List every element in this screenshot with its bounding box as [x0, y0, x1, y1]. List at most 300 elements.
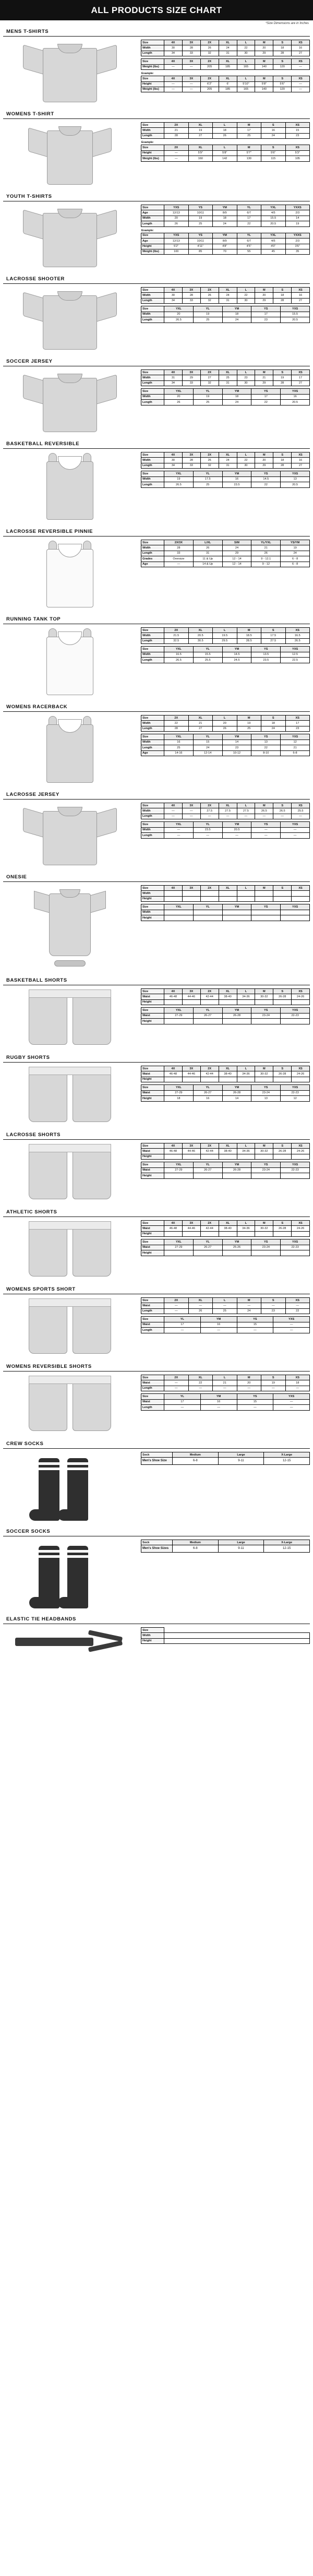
- table-cell: —: [164, 156, 189, 161]
- table-cell: 17: [237, 216, 261, 221]
- table-header-cell: XL: [219, 1221, 237, 1226]
- table-header-cell: YM: [222, 1008, 251, 1013]
- table-row: [141, 1303, 310, 1308]
- table-cell: 26: [251, 551, 281, 556]
- row-label: Width: [141, 394, 164, 399]
- table-cell: 26: [200, 458, 219, 463]
- table-header-cell: YXL: [164, 734, 194, 740]
- table-cell: 20.5: [188, 633, 213, 638]
- table-cell: [281, 1250, 310, 1256]
- table-cell: 29: [182, 375, 200, 380]
- table-header-cell: YS: [237, 1394, 273, 1399]
- table-cell: 14: [285, 216, 310, 221]
- table-cell: —: [193, 833, 222, 838]
- table-cell: 26: [200, 45, 219, 51]
- table-header-cell: 2X: [200, 59, 219, 64]
- table-cell: 26-28: [222, 1167, 251, 1173]
- table-cell: 185: [219, 87, 237, 92]
- section-title: WOMENS SPORTS SHORT: [3, 1284, 310, 1294]
- table-cell: —: [164, 1303, 189, 1308]
- table-cell: 28: [273, 298, 292, 303]
- table-header-cell: YM: [222, 822, 251, 827]
- table-cell: 19: [193, 394, 222, 399]
- table-cell: 19.5: [213, 633, 237, 638]
- table-header-cell: YS: [251, 471, 281, 476]
- table-cell: —: [273, 1405, 310, 1410]
- table-header-cell: 2X: [200, 1221, 219, 1226]
- leg-right: [73, 997, 111, 1045]
- leg-left: [29, 1229, 67, 1277]
- table-cell: 14: [222, 740, 251, 745]
- table-header-cell: XS: [292, 452, 310, 458]
- table-header-cell: XS: [292, 803, 310, 808]
- table-header-cell: 2X: [164, 123, 189, 128]
- waistband: [29, 1067, 111, 1075]
- table-cell: 22: [237, 293, 255, 298]
- table-row: [141, 293, 310, 298]
- body: [43, 378, 97, 432]
- section-lacrosse-jersey: [0, 789, 313, 872]
- table-row: [141, 210, 310, 216]
- section-artwork: [0, 802, 140, 869]
- table-cell: [255, 1077, 273, 1082]
- table-header-cell: 3X: [182, 1143, 200, 1149]
- table-cell: 22: [251, 482, 281, 487]
- table-cell: 31: [164, 375, 183, 380]
- table-cell: 2/3: [285, 238, 310, 244]
- section-tables: [140, 1142, 313, 1181]
- table-row: [141, 1245, 310, 1250]
- row-label: Men's Shoe Sizes: [141, 1545, 173, 1553]
- table-cell: 10/11: [188, 238, 213, 244]
- table-cell: 6-8: [281, 750, 310, 756]
- table-header-cell: YXS: [281, 389, 310, 394]
- table-cell: [292, 1154, 310, 1159]
- table-header-cell: L: [237, 452, 255, 458]
- table-cell: 17: [251, 312, 281, 317]
- size-table: [141, 988, 310, 1005]
- table-cell: 165: [237, 64, 255, 69]
- table-row: [141, 298, 310, 303]
- table-cell: 26: [164, 221, 189, 226]
- section-artwork: [0, 39, 140, 106]
- table-cell: [273, 1231, 292, 1236]
- table-header-cell: L: [237, 1066, 255, 1071]
- table-row: [141, 1077, 310, 1082]
- section-womens-t-shirt: [0, 109, 313, 191]
- table-cell: —: [237, 814, 255, 819]
- table-cell: 46-48: [164, 994, 183, 999]
- table-cell: 26.5: [273, 808, 292, 814]
- table-header-cell: 2X: [164, 628, 189, 633]
- row-label: Width: [141, 808, 164, 814]
- table-cell: 27.5: [219, 808, 237, 814]
- table-cell: [281, 1019, 310, 1024]
- table-cell: 5'6": [261, 150, 286, 156]
- table-header-cell: M: [255, 989, 273, 994]
- table-cell: 12: [281, 740, 310, 745]
- table-row: [141, 556, 310, 562]
- table-header-cell: XL: [219, 803, 237, 808]
- table-cell: 15.5: [193, 652, 222, 657]
- table-row: [141, 1013, 310, 1018]
- table-cell: [164, 1154, 183, 1159]
- row-label: Length: [141, 1328, 164, 1333]
- table-cell: 5'10": [237, 81, 255, 87]
- table-row: [141, 1071, 310, 1077]
- section-tables: [140, 539, 313, 569]
- table-cell: 28: [273, 51, 292, 56]
- table-header-cell: 2X: [164, 1375, 189, 1380]
- table-cell: 28: [273, 463, 292, 468]
- table-header-cell: S: [261, 715, 286, 721]
- leg-right: [73, 1229, 111, 1277]
- table-row: [141, 545, 310, 551]
- table-cell: 44-46: [182, 1226, 200, 1231]
- table-cell: 27-29: [164, 1013, 194, 1018]
- table-cell: 16: [200, 1399, 237, 1404]
- table-cell: 20: [237, 1380, 261, 1386]
- section-artwork: [0, 121, 140, 189]
- table-header-cell: YS: [251, 306, 281, 312]
- section-title: WOMENS REVERSIBLE SHORTS: [3, 1361, 310, 1372]
- table-row: [141, 476, 310, 482]
- table-row: [141, 891, 310, 896]
- table-cell: 9-11: [218, 1458, 264, 1465]
- table-cell: —: [237, 1303, 261, 1308]
- table-cell: 8/9: [213, 210, 237, 216]
- size-table: [141, 627, 310, 644]
- table-header-cell: YL: [193, 389, 222, 394]
- table-cell: 12.5: [281, 652, 310, 657]
- table-cell: —: [200, 1328, 237, 1333]
- table-cell: 30: [164, 293, 183, 298]
- table-header-cell: YL: [193, 1085, 222, 1090]
- table-header-cell: Size: [141, 734, 164, 740]
- table-row: [141, 1226, 310, 1231]
- table-row: [141, 463, 310, 468]
- row-label: Height: [141, 999, 164, 1005]
- table-cell: 38-40: [219, 1149, 237, 1154]
- table-cell: 25: [193, 317, 222, 323]
- section-tables: [140, 1219, 313, 1258]
- table-header-cell: Size: [141, 540, 164, 545]
- table-header-cell: XL: [219, 886, 237, 891]
- row-label: Width: [141, 293, 164, 298]
- table-cell: [200, 1077, 219, 1082]
- table-cell: 17: [251, 394, 281, 399]
- section-artwork: [0, 714, 140, 787]
- table-header-cell: Size: [141, 306, 164, 312]
- body: [46, 549, 93, 607]
- size-table: [141, 1316, 310, 1333]
- table-cell: 26-28: [273, 1226, 292, 1231]
- table-header-cell: YM: [200, 1394, 237, 1399]
- section-onesie: [0, 872, 313, 975]
- table-cell: [281, 915, 310, 921]
- table-cell: 12/13: [164, 238, 189, 244]
- table-cell: 6': [219, 81, 237, 87]
- table-cell: 44-46: [182, 1071, 200, 1077]
- table-row: [141, 221, 310, 226]
- section-tables: [140, 286, 313, 325]
- table-header-cell: Medium: [173, 1540, 219, 1545]
- table-header-cell: YL: [193, 1008, 222, 1013]
- table-header-cell: YXS: [281, 647, 310, 652]
- size-table: [141, 388, 310, 405]
- table-cell: 33: [182, 380, 200, 386]
- row-label: Length: [141, 380, 164, 386]
- section-artwork: [0, 1451, 140, 1524]
- table-header-cell: 4X: [164, 40, 183, 45]
- table-cell: 31: [219, 380, 237, 386]
- row-label: Width: [141, 827, 164, 832]
- table-cell: 9-11: [218, 1545, 264, 1553]
- table-cell: 33: [182, 298, 200, 303]
- table-cell: 26-28: [273, 994, 292, 999]
- row-label: Age: [141, 562, 164, 567]
- table-cell: [182, 1231, 200, 1236]
- table-cell: 31: [219, 463, 237, 468]
- section-tables: [140, 714, 313, 758]
- table-cell: 130: [237, 156, 261, 161]
- table-cell: —: [164, 81, 183, 87]
- table-header-cell: YXS: [281, 734, 310, 740]
- table-header-cell: YL: [164, 1394, 201, 1399]
- table-header-cell: 2X: [200, 288, 219, 293]
- table-header-cell: YS: [188, 205, 213, 210]
- table-cell: 160: [188, 156, 213, 161]
- table-cell: [219, 891, 237, 896]
- table-header-cell: Size: [141, 1008, 164, 1013]
- table-cell: 17: [237, 128, 261, 133]
- table-cell: [251, 1250, 281, 1256]
- table-cell: 25: [188, 221, 213, 226]
- size-table: [141, 1393, 310, 1410]
- table-cell: 5'3": [285, 150, 310, 156]
- table-cell: [292, 896, 310, 901]
- size-table: [141, 287, 310, 304]
- table-header-cell: XS: [292, 76, 310, 81]
- table-cell: 12-15: [264, 1458, 310, 1465]
- table-cell: [193, 915, 222, 921]
- waistband: [29, 989, 111, 998]
- table-caption: Example:: [141, 72, 154, 76]
- table-cell: 33: [164, 551, 194, 556]
- table-cell: 9 - 12: [251, 562, 281, 567]
- table-cell: —: [273, 1399, 310, 1404]
- table-cell: 14-16: [164, 750, 194, 756]
- table-header-cell: S: [273, 76, 292, 81]
- section-tables: [140, 987, 313, 1027]
- table-cell: 18: [261, 721, 286, 726]
- table-cell: [273, 891, 292, 896]
- table-header-cell: Size: [141, 471, 164, 476]
- table-cell: 32: [200, 298, 219, 303]
- table-header-cell: S: [273, 1221, 292, 1226]
- size-table: [141, 904, 310, 921]
- table-header-cell: Size: [141, 1375, 164, 1380]
- section-artwork: [0, 884, 140, 973]
- table-row: [141, 726, 310, 731]
- table-cell: 24.5: [222, 658, 251, 663]
- table-header-cell: 4X: [164, 370, 183, 375]
- row-label: Height: [141, 915, 164, 921]
- section-artwork: [0, 1626, 140, 1663]
- table-row: [141, 652, 310, 657]
- row-label: Width: [141, 910, 164, 915]
- table-header-cell: YXS: [281, 1085, 310, 1090]
- table-cell: 19: [164, 476, 194, 482]
- table-cell: 20.5: [281, 482, 310, 487]
- table-header-cell: 4X: [164, 803, 183, 808]
- table-cell: 24: [219, 45, 237, 51]
- table-cell: 19: [281, 545, 310, 551]
- section-tables: [140, 39, 313, 94]
- table-cell: 32: [200, 463, 219, 468]
- table-row: [141, 64, 310, 69]
- garment-illustration: [26, 1144, 114, 1201]
- row-label: Length: [141, 1405, 164, 1410]
- table-header-cell: YXXS: [285, 205, 310, 210]
- table-cell: 32: [200, 51, 219, 56]
- table-cell: 42-44: [200, 1226, 219, 1231]
- table-header-cell: S: [273, 886, 292, 891]
- table-row: [141, 45, 310, 51]
- table-header-cell: 3X: [182, 886, 200, 891]
- sock-right: [67, 1458, 88, 1521]
- table-header-cell: M: [255, 452, 273, 458]
- waistband: [29, 1298, 111, 1307]
- table-cell: 4'0": [261, 244, 286, 249]
- table-header-cell: YS/YM: [281, 540, 310, 545]
- table-cell: [182, 896, 200, 901]
- table-cell: —: [273, 1328, 310, 1333]
- table-cell: 30: [237, 298, 255, 303]
- table-cell: 18: [273, 45, 292, 51]
- table-header-cell: L: [237, 59, 255, 64]
- table-cell: 14: [222, 1096, 251, 1101]
- section-soccer-jersey: [0, 356, 313, 438]
- table-row: [141, 317, 310, 323]
- table-cell: —: [273, 1322, 310, 1327]
- section-artwork: [0, 451, 140, 524]
- table-cell: 30: [237, 463, 255, 468]
- table-header-cell: YL: [193, 306, 222, 312]
- table-cell: [237, 1154, 255, 1159]
- table-cell: [255, 891, 273, 896]
- table-header-cell: M: [255, 1066, 273, 1071]
- table-cell: 20: [255, 293, 273, 298]
- table-cell: 44-46: [182, 1149, 200, 1154]
- table-cell: 26: [200, 293, 219, 298]
- leg-right: [73, 1151, 111, 1199]
- section-tables: [140, 802, 313, 841]
- table-cell: 31: [219, 51, 237, 56]
- table-cell: 14 & Up: [193, 562, 222, 567]
- table-cell: 28: [182, 45, 200, 51]
- table-cell: 44-46: [182, 994, 200, 999]
- table-cell: 19: [188, 128, 213, 133]
- table-header-cell: Size: [141, 145, 164, 150]
- section-artwork: [0, 1065, 140, 1127]
- table-cell: 16: [164, 740, 194, 745]
- table-header-cell: L: [213, 1298, 237, 1303]
- table-cell: 42-44: [200, 994, 219, 999]
- table-cell: 22: [251, 400, 281, 405]
- table-cell: 18: [285, 1380, 310, 1386]
- row-label: Grades: [141, 556, 164, 562]
- section-lacrosse-shorts: [0, 1129, 313, 1207]
- table-cell: 26-28: [273, 1149, 292, 1154]
- table-cell: 55: [237, 249, 261, 254]
- table-row: [141, 1545, 310, 1553]
- table-cell: —: [261, 1386, 286, 1391]
- table-header-cell: XL: [219, 40, 237, 45]
- table-cell: 12/13: [164, 210, 189, 216]
- table-header-cell: Size: [141, 389, 164, 394]
- row-label: Length: [141, 1308, 164, 1314]
- table-header-cell: S: [273, 370, 292, 375]
- table-header-cell: 2X: [200, 1143, 219, 1149]
- table-cell: 18: [273, 293, 292, 298]
- table-header-cell: S: [261, 1298, 286, 1303]
- table-row: [141, 394, 310, 399]
- table-row: [141, 896, 310, 901]
- table-row: [141, 1250, 310, 1256]
- table-cell: 21: [255, 375, 273, 380]
- table-cell: 38-40: [219, 1071, 237, 1077]
- table-cell: 22-23: [281, 1245, 310, 1250]
- row-label: Waist: [141, 1013, 164, 1018]
- row-label: Length: [141, 833, 164, 838]
- table-cell: 22-23: [281, 1090, 310, 1095]
- table-cell: 28: [182, 458, 200, 463]
- table-cell: 27: [188, 133, 213, 138]
- section-lacrosse-reversible-pinnie: [0, 526, 313, 614]
- section-title: CREW SOCKS: [3, 1438, 310, 1449]
- section-rugby-shorts: [0, 1052, 313, 1129]
- table-cell: 23: [222, 745, 251, 750]
- size-table: [141, 540, 310, 567]
- table-cell: 17: [292, 375, 310, 380]
- table-header-cell: XL: [188, 715, 213, 721]
- table-header-cell: S: [273, 803, 292, 808]
- table-cell: [182, 1077, 200, 1082]
- garment-illustration: [26, 1376, 114, 1433]
- table-cell: [255, 1154, 273, 1159]
- table-header-cell: S: [261, 628, 286, 633]
- table-header-cell: Size: [141, 647, 164, 652]
- sock-left: [39, 1458, 59, 1521]
- table-cell: 30.5: [188, 638, 213, 643]
- row-label: Width: [141, 740, 164, 745]
- table-header-cell: 2X/3X: [164, 540, 194, 545]
- table-cell: [164, 891, 183, 896]
- table-header-cell: YM: [222, 1239, 251, 1245]
- snap-closure: [54, 960, 86, 967]
- table-header-cell: XS: [292, 1221, 310, 1226]
- table-cell: —: [164, 833, 194, 838]
- size-table: [141, 233, 310, 255]
- row-label: Age: [141, 238, 164, 244]
- table-header-cell: YXS: [164, 233, 189, 238]
- table-cell: 17.5: [193, 476, 222, 482]
- row-label: Length: [141, 298, 164, 303]
- row-label: Height: [141, 1173, 164, 1178]
- table-cell: 5'9": [188, 150, 213, 156]
- table-cell: [164, 1250, 194, 1256]
